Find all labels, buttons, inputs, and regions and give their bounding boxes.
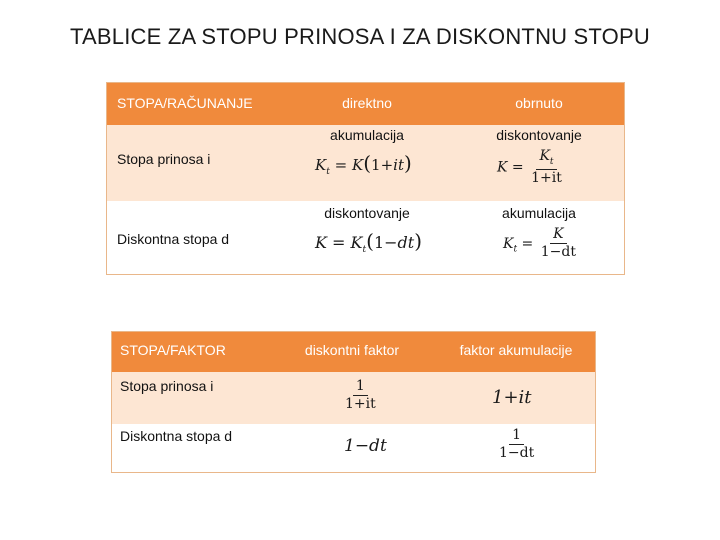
row-label-diskontna-stopa: Diskontna stopa d — [120, 428, 233, 444]
label-akumulacija-2: akumulacija — [502, 205, 576, 221]
table-header — [112, 332, 595, 372]
label-diskontovanje-2: diskontovanje — [324, 205, 410, 221]
formula-diskontovanje-i: K = $\frac{K_t}{1+it}$ — [497, 148, 562, 186]
header-faktor-akumulacije: faktor akumulacije — [459, 342, 573, 358]
formula-diskontovanje-d: $K = K_t(1-dt)$ — [315, 229, 423, 256]
table-stopa-racunanje — [106, 82, 625, 275]
header-stopa-faktor: STOPA/FAKTOR — [120, 342, 226, 358]
page-title: TABLICE ZA STOPU PRINOSA I ZA DISKONTNU STOPU — [70, 24, 650, 49]
table-stopa-faktor — [111, 331, 596, 473]
formula-faktor-akumulacije-i: 1+it — [492, 387, 532, 408]
header-direktno: direktno — [342, 95, 392, 111]
label-diskontovanje: diskontovanje — [496, 127, 582, 143]
header-diskontni-faktor: diskontni faktor — [304, 342, 400, 358]
row-label-diskontna-stopa: Diskontna stopa d — [117, 231, 230, 247]
table-header — [107, 83, 624, 125]
header-stopa-racunanje: STOPA/RAČUNANJE — [117, 95, 253, 111]
formula-diskontni-faktor-d: 1−dt — [344, 436, 387, 456]
formula-akumulacija-i: $K_t = K(1+it)$ — [315, 151, 412, 177]
row-label-stopa-prinosa: Stopa prinosa i — [117, 151, 211, 167]
row-label-stopa-prinosa: Stopa prinosa i — [120, 378, 214, 394]
formula-faktor-akumulacije-d: $\frac{1}{1-dt}$ — [499, 427, 535, 462]
header-obrnuto: obrnuto — [515, 95, 563, 111]
label-akumulacija: akumulacija — [330, 127, 404, 143]
formula-akumulacija-d: $K_t$ = $\frac{K}{1-dt}$ — [503, 226, 576, 261]
formula-diskontni-faktor-i: $\frac{1}{1+it}$ — [345, 378, 376, 413]
